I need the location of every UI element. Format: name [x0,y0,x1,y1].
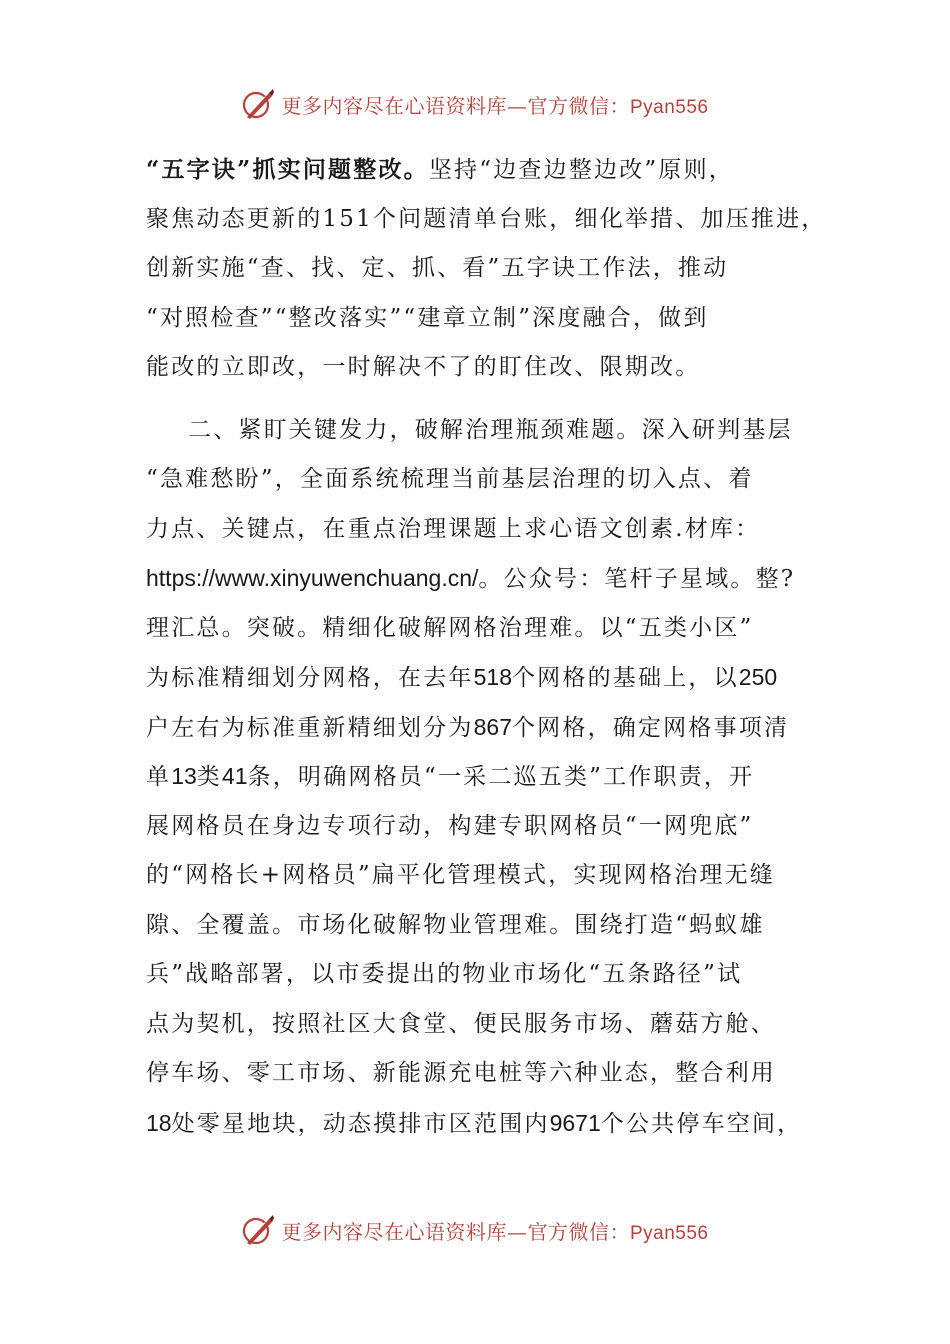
header-promo-text: 更多内容尽在心语资料库—官方微信： [281,93,630,118]
para2-line13: 点为契机，按照社区大食堂、便民服务市场、蘑菇方舱、 [146,1010,776,1037]
para2-line4-rest: 。公众号：笔杆子星域。整? [478,566,796,592]
para2-line10: 的“网格长+网格员”扁平化管理模式，实现网格治理无缝 [146,862,775,888]
footer-promo [281,1216,708,1245]
para2-line8 [146,752,826,802]
para1-bold-lead: “五字诀”抓实问题整改。 [146,156,429,183]
para1-line1-rest: 坚持“边查边整边改”原则， [428,157,734,183]
para2-line14: 停车场、零工市场、新能源充电桩等六种业态，整合利用 [146,1060,776,1086]
para2-line12: 兵”战略部署，以市委提出的物业市场化“五条路径”试 [146,961,743,987]
para2-line15-b: 个公共停车空间， [600,1110,803,1137]
para1-line2: 聚焦动态更新的151个问题清单台账，细化举措、加压推进， [146,205,826,232]
para1-line5: 能改的立即改，一时解决不了的盯住改、限期改。 [146,354,701,380]
para1-line4: “对照检查”“整改落实”“建章立制”深度融合，做到 [146,304,709,331]
header-promo [281,90,708,119]
para2-line1: 二、紧盯关键发力，破解治理瓶颈难题。深入研判基层 [188,416,793,443]
pen-logo-icon [241,87,275,121]
paragraph-gap [146,393,826,406]
para2-line4 [146,554,826,604]
header-account: Pyan556 [629,96,709,118]
para1-line3: 创新实施“查、找、定、抓、看”五字诀工作法，推动 [146,255,729,281]
header-banner [0,82,950,126]
number-250: 250 [738,664,778,690]
number-867: 867 [473,713,512,740]
number-41: 41 [222,763,248,789]
footer-banner [0,1208,950,1252]
footer-account: Pyan556 [629,1222,709,1244]
number-13: 13 [171,763,197,789]
pen-logo-icon [241,1213,275,1247]
para2-line3: 力点、关键点，在重点治理课题上求心语文创素.材库： [146,515,761,542]
number-9671: 9671 [549,1109,601,1136]
number-518: 518 [473,664,512,690]
para2-line11: 隙、全覆盖。市场化破解物业管理难。围绕打造“蚂蚁雄 [146,911,765,938]
para2-line8-b: 类 [196,764,222,790]
para2-line8-a: 单 [146,764,172,790]
para2-line5: 理汇总。突破。精细化破解网格治理难。以“五类小区” [146,614,754,641]
para2-line9: 展网格员在身边专项行动，构建专职网格员“一网兜底” [146,812,754,839]
para2-line6 [146,653,826,703]
para2-line15-a: 处零星地块，动态摸排市区范围内 [171,1110,550,1137]
para2-line6-a: 为标准精细划分网格，在去年 [146,665,474,691]
footer-promo-text: 更多内容尽在心语资料库—官方微信： [281,1219,630,1244]
para2-line7-b: 个网格，确定网格事项清 [511,714,790,741]
para2-line2: “急难愁盼”，全面系统梳理当前基层治理的切入点、着 [146,466,754,492]
website-url: https://www.xinyuwenchuang.cn/ [146,565,479,591]
document-body [146,145,826,1148]
para2-line7 [146,703,826,753]
para2-line8-c: 条，明确网格员“一采二巡五类”工作职责，开 [247,764,755,790]
para2-line15 [146,1099,826,1149]
para1-line1 [146,145,826,195]
para2-line6-b: 个网格的基础上，以 [511,665,739,691]
number-18: 18 [146,1109,172,1136]
para2-line7-a: 户左右为标准重新精细划分为 [146,714,474,741]
